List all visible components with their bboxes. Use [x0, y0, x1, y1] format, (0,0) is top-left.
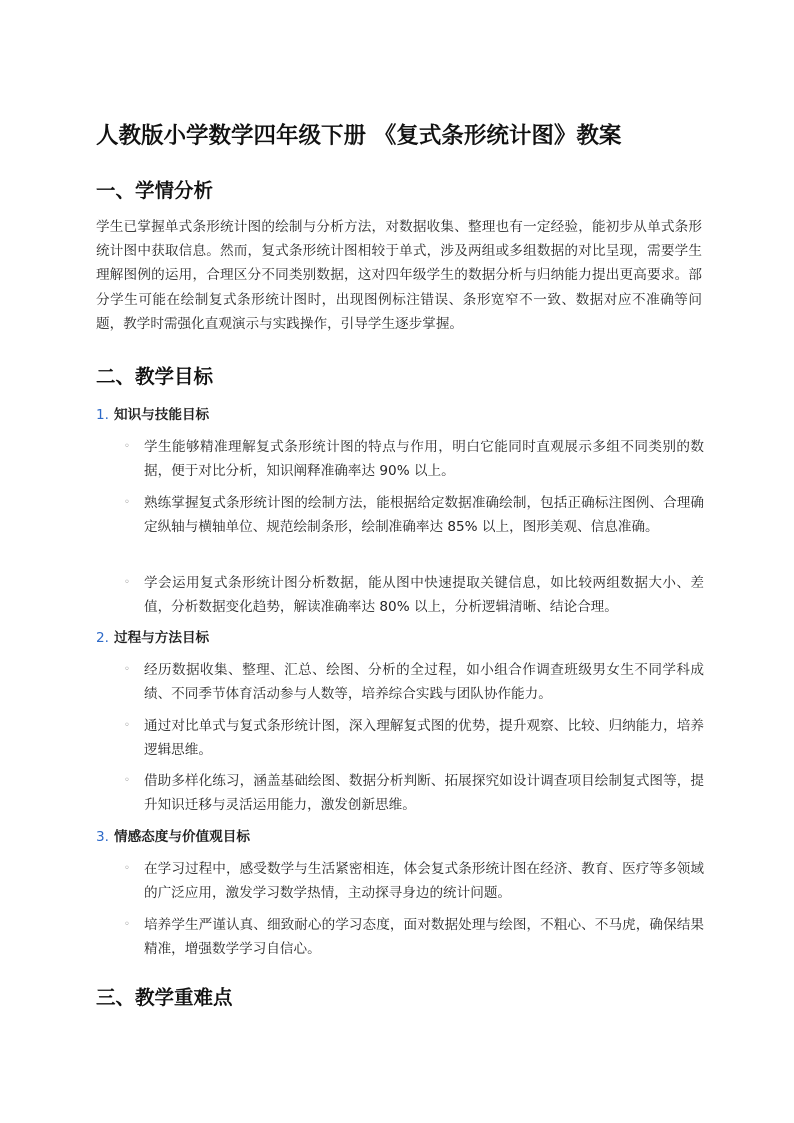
- list-number: 3.: [96, 829, 109, 845]
- document-title: 人教版小学数学四年级下册 《复式条形统计图》教案: [96, 123, 622, 149]
- list-item: [124, 857, 704, 905]
- goal-title: 知识与技能目标: [114, 407, 210, 423]
- list-item-text: 经历数据收集、整理、汇总、绘图、分析的全过程，如小组合作调查班级男女生不同学科成绩、不同季节体育活动参与人数等，培养综合实践与团队协作能力。: [144, 662, 704, 703]
- section-heading-teaching-goals: 二、教学目标: [96, 365, 214, 388]
- list-item: [124, 714, 704, 762]
- list-number: 2.: [96, 630, 109, 646]
- list-item-text: 培养学生严谨认真、细致耐心的学习态度，面对数据处理与绘图，不粗心、不马虎，确保结果精准，增强数学学习自信心。: [144, 917, 704, 958]
- bullet-icon: ◦: [124, 775, 130, 786]
- learning-analysis-paragraph: 学生已掌握单式条形统计图的绘制与分析方法，对数据收集、整理也有一定经验，能初步从单式条形统计图中获取信息。然而，复式条形统计图相较于单式，涉及两组或多组数据的对比呈现，需要学生理解图例的运用，合理区分不同类别数据，这对四年级学生的数据分析与归纳能力提出更高要求。部分学生可能在绘制复式条形统计图时，出现图例标注错误、条形宽窄不一致、数据对应不准确等问题，教学时需强化直观演示与实践操作，引导学生逐步掌握。: [96, 219, 702, 332]
- bullet-icon: ◦: [124, 863, 130, 874]
- bullet-icon: ◦: [124, 441, 130, 452]
- section-heading-key-difficulties: 三、教学重难点: [96, 986, 233, 1009]
- bullet-icon: ◦: [124, 497, 130, 508]
- list-item: [124, 769, 704, 817]
- list-item-text: 学会运用复式条形统计图分析数据，能从图中快速提取关键信息，如比较两组数据大小、差值，分析数据变化趋势，解读准确率达 80% 以上，分析逻辑清晰、结论合理。: [144, 575, 704, 616]
- list-item: [124, 658, 704, 706]
- bullet-icon: ◦: [124, 919, 130, 930]
- list-item-text: 熟练掌握复式条形统计图的绘制方法，能根据给定数据准确绘制，包括正确标注图例、合理确定纵轴与横轴单位、规范绘制条形，绘制准确率达 85% 以上，图形美观、信息准确。: [144, 495, 704, 536]
- list-item-text: 借助多样化练习，涵盖基础绘图、数据分析判断、拓展探究如设计调查项目绘制复式图等，提升知识迁移与灵活运用能力，激发创新思维。: [144, 773, 704, 814]
- goal-emotion-values: [96, 825, 250, 849]
- section-heading-learning-analysis: 一、学情分析: [96, 179, 214, 202]
- list-item: [124, 571, 704, 619]
- goal-title: 情感态度与价值观目标: [114, 829, 250, 845]
- list-item: [124, 913, 704, 961]
- bullet-icon: ◦: [124, 577, 130, 588]
- goal-knowledge-skills: [96, 403, 209, 427]
- list-item: [124, 491, 704, 539]
- list-item-text: 通过对比单式与复式条形统计图，深入理解复式图的优势，提升观察、比较、归纳能力，培养逻辑思维。: [144, 718, 704, 759]
- bullet-icon: ◦: [124, 720, 130, 731]
- bullet-icon: ◦: [124, 664, 130, 675]
- list-item-text: 学生能够精准理解复式条形统计图的特点与作用，明白它能同时直观展示多组不同类别的数据，便于对比分析，知识阐释准确率达 90% 以上。: [144, 439, 704, 480]
- list-item-text: 在学习过程中，感受数学与生活紧密相连，体会复式条形统计图在经济、教育、医疗等多领域的广泛应用，激发学习数学热情，主动探寻身边的统计问题。: [144, 861, 704, 902]
- goal-title: 过程与方法目标: [114, 630, 210, 646]
- list-number: 1.: [96, 407, 109, 423]
- list-item: [124, 435, 704, 483]
- goal-process-methods: [96, 626, 209, 650]
